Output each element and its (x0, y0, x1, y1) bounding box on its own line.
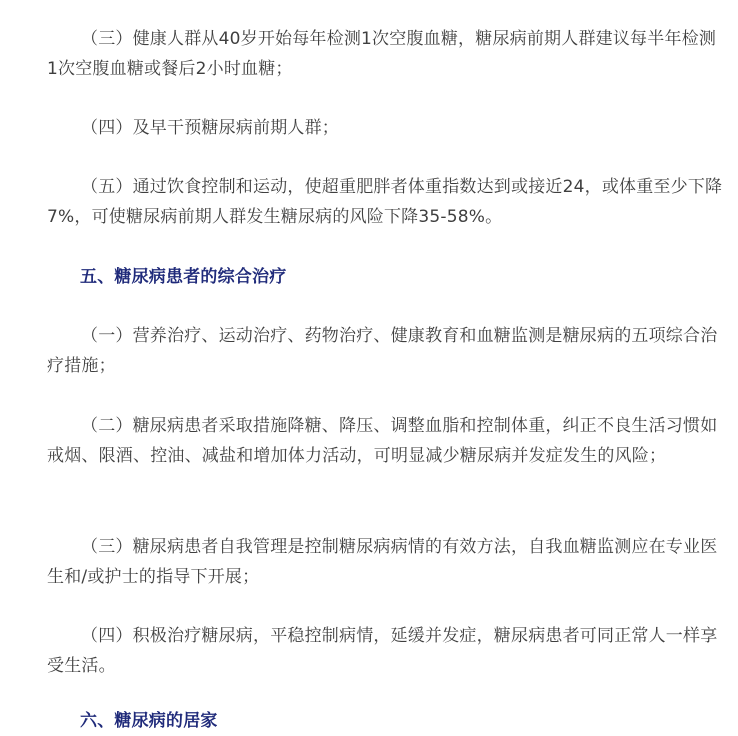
paragraph-risk-reduction: （二）糖尿病患者采取措施降糖、降压、调整血脂和控制体重，纠正不良生活习惯如戒烟、限酒、控油、减盐和增加体力活动，可明显减少糖尿病并发症发生的风险； (47, 416, 718, 466)
paragraph-five-measures: （一）营养治疗、运动治疗、药物治疗、健康教育和血糖监测是糖尿病的五项综合治疗措施； (47, 326, 718, 376)
paragraph-active-treatment: （四）积极治疗糖尿病，平稳控制病情，延缓并发症，糖尿病患者可同正常人一样享受生活。 (47, 626, 718, 676)
paragraph-early-screening: （三）健康人群从40岁开始每年检测1次空腹血糖，糖尿病前期人群建议每半年检测1次空腹血糖或餐后2小时血糖； (47, 29, 717, 79)
section-heading-comprehensive-treatment: 五、糖尿病患者的综合治疗 (80, 267, 287, 287)
paragraph-self-management: （三）糖尿病患者自我管理是控制糖尿病病情的有效方法，自我血糖监测应在专业医生和/或护士的指导下开展； (47, 537, 718, 587)
paragraph-early-intervention: （四）及早干预糖尿病前期人群； (81, 118, 339, 138)
paragraph-diet-exercise: （五）通过饮食控制和运动，使超重肥胖者体重指数达到或接近24，或体重至少下降7%，可使糖尿病前期人群发生糖尿病的风险下降35-58%。 (47, 177, 723, 227)
section-heading-home-care: 六、糖尿病的居家 (80, 711, 218, 731)
